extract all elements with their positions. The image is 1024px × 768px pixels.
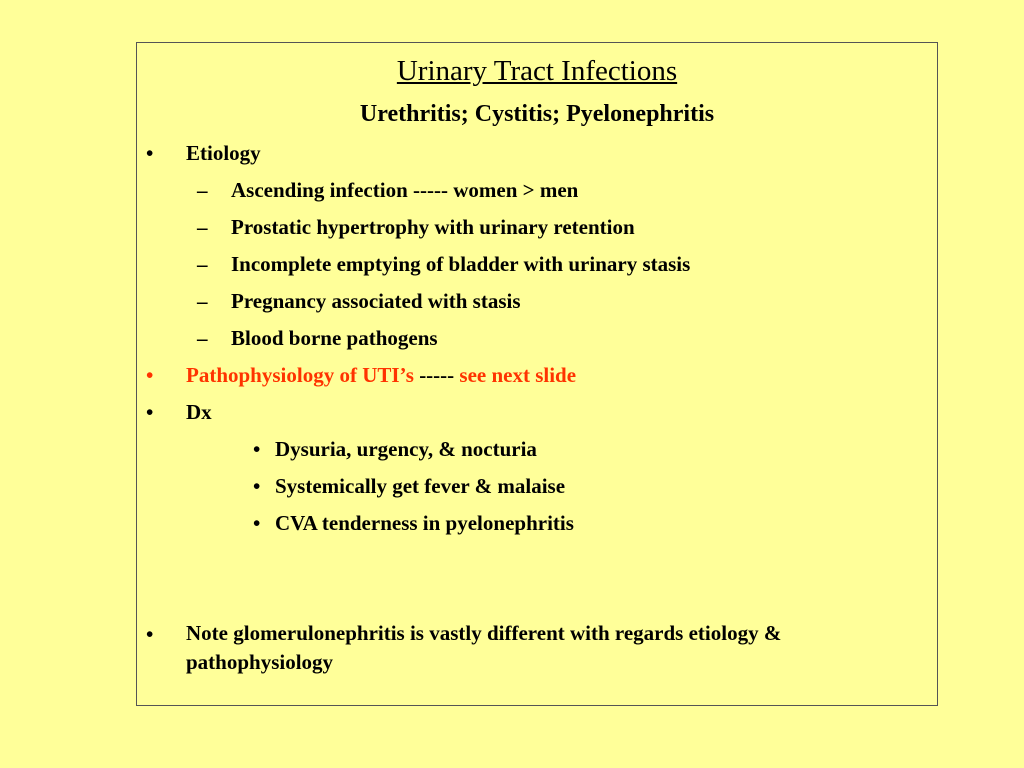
bullet-marker: • — [146, 400, 154, 424]
etiology-item: Prostatic hypertrophy with urinary retention — [231, 215, 635, 239]
etiology-item: Blood borne pathogens — [231, 326, 438, 350]
bullet-marker: • — [253, 437, 261, 461]
dash-marker: – — [197, 252, 208, 276]
slide-title: Urinary Tract Infections — [396, 55, 678, 87]
bullet-marker: • — [253, 474, 261, 498]
dx-item: Systemically get fever & malaise — [275, 474, 566, 498]
dx-heading: Dx — [186, 400, 212, 424]
etiology-item: Pregnancy associated with stasis — [231, 289, 521, 313]
etiology-heading: Etiology — [186, 141, 261, 165]
etiology-item: Incomplete emptying of bladder with urinary stasis — [231, 252, 691, 276]
bullet-marker: • — [146, 622, 154, 646]
dash-marker: – — [197, 178, 208, 202]
pathophysiology-separator: ----- — [413, 363, 460, 387]
dash-marker: – — [197, 289, 208, 313]
see-next-slide-link: see next slide — [459, 363, 577, 387]
etiology-item: Ascending infection ----- women > men — [231, 178, 579, 202]
slide-content-box — [136, 42, 938, 706]
bullet-marker: • — [253, 511, 261, 535]
dx-item: Dysuria, urgency, & nocturia — [275, 437, 537, 461]
bullet-marker: • — [146, 363, 154, 387]
note-text: Note glomerulonephritis is vastly different with regards etiology & pathophysiology — [186, 621, 782, 674]
pathophysiology-heading: Pathophysiology of UTI’s — [186, 363, 414, 387]
dx-item: CVA tenderness in pyelonephritis — [275, 511, 574, 535]
bullet-marker: • — [146, 141, 154, 165]
dash-marker: – — [197, 215, 208, 239]
pathophysiology-line — [186, 362, 576, 388]
slide-subtitle: Urethritis; Cystitis; Pyelonephritis — [359, 101, 715, 127]
dash-marker: – — [197, 326, 208, 350]
